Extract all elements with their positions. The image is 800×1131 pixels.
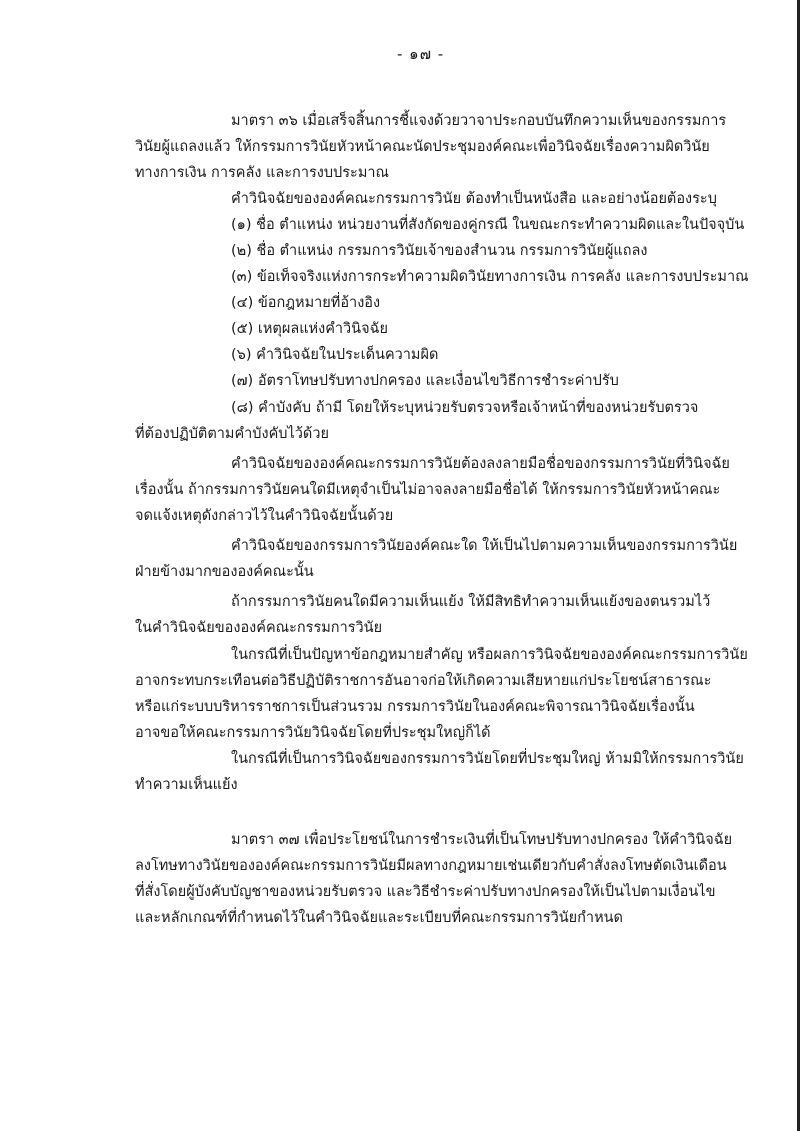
- text-line: (๒) ชื่อ ตำแหน่ง กรรมการวินัยเจ้าของสำนวน กรรมการวินัยผู้แถลง: [231, 243, 648, 259]
- text-line: คำวินิจฉัยขององค์คณะกรรมการวินัย ต้องทำเป็นหนังสือ และอย่างน้อยต้องระบุ: [231, 191, 717, 207]
- page-number: - ๑๗ -: [397, 45, 445, 63]
- text-line: (๕) เหตุผลแห่งคำวินิจฉัย: [231, 321, 388, 337]
- text-line: (๖) คำวินิจฉัยในประเด็นความผิด: [231, 347, 439, 363]
- text-line: คำวินิจฉัยของกรรมการวินัยองค์คณะใด ให้เป็นไปตามความเห็นของกรรมการวินัย: [231, 538, 738, 554]
- text-line: (๓) ข้อเท็จจริงแห่งการกระทำความผิดวินัยทางการเงิน การคลัง และการงบประมาณ: [231, 269, 749, 285]
- text-line: วินัยผู้แถลงแล้ว ให้กรรมการวินัยหัวหน้าคณะนัดประชุมองค์คณะเพื่อวินิจฉัยเรื่องความผิดวินัย: [135, 139, 710, 155]
- text-line: คำวินิจฉัยขององค์คณะกรรมการวินัยต้องลงลายมือชื่อของกรรมการวินัยที่วินิจฉัย: [231, 456, 730, 472]
- text-line: (๑) ชื่อ ตำแหน่ง หน่วยงานที่สังกัดของคู่กรณี ในขณะกระทำความผิดและในปัจจุบัน: [231, 217, 745, 233]
- text-line: ถ้ากรรมการวินัยคนใดมีความเห็นแย้ง ให้มีสิทธิทำความเห็นแย้งของตนรวมไว้: [231, 594, 711, 610]
- text-line: และหลักเกณฑ์ที่กำหนดไว้ในคำวินิจฉัยและระเบียบที่คณะกรรมการวินัยกำหนด: [135, 910, 623, 926]
- text-line: เรื่องนั้น ถ้ากรรมการวินัยคนใดมีเหตุจำเป็นไม่อาจลงลายมือชื่อได้ ให้กรรมการวินัยหัวหน้าคณะ: [135, 482, 721, 498]
- text-line: มาตรา ๓๖ เมื่อเสร็จสิ้นการชี้แจงด้วยวาจาประกอบบันทึกความเห็นของกรรมการ: [231, 113, 727, 129]
- text-line: จดแจ้งเหตุดังกล่าวไว้ในคำวินิจฉัยนั้นด้วย: [135, 508, 394, 524]
- text-line: ในคำวินิจฉัยขององค์คณะกรรมการวินัย: [135, 620, 383, 636]
- text-line: ที่ต้องปฏิบัติตามคำบังคับไว้ด้วย: [135, 426, 329, 442]
- text-line: ในกรณีที่เป็นปัญหาข้อกฎหมายสำคัญ หรือผลการวินิจฉัยขององค์คณะกรรมการวินัย: [231, 647, 748, 663]
- text-line: ในกรณีที่เป็นการวินิจฉัยของกรรมการวินัยโดยที่ประชุมใหญ่ ห้ามมิให้กรรมการวินัย: [231, 751, 744, 767]
- text-line: อาจขอให้คณะกรรมการวินัยวินิจฉัยโดยที่ประชุมใหญ่ก็ได้: [135, 725, 491, 741]
- text-line: (๔) ข้อกฎหมายที่อ้างอิง: [231, 295, 381, 311]
- text-line: ทำความเห็นแย้ง: [135, 777, 238, 793]
- text-line: อาจกระทบกระเทือนต่อวิธีปฏิบัติราชการอันอาจก่อให้เกิดความเสียหายแก่ประโยชน์สาธารณะ: [135, 673, 712, 689]
- text-line: หรือแก่ระบบบริหารราชการเป็นส่วนรวม กรรมการวินัยในองค์คณะพิจารณาวินิจฉัยเรื่องนั้น: [135, 699, 695, 715]
- text-line: (๗) อัตราโทษปรับทางปกครอง และเงื่อนไขวิธีการชำระค่าปรับ: [231, 373, 619, 389]
- text-line: ลงโทษทางวินัยขององค์คณะกรรมการวินัยมีผลทางกฎหมายเช่นเดียวกับคำสั่งลงโทษตัดเงินเดือน: [135, 858, 727, 874]
- text-line: ฝ่ายข้างมากขององค์คณะนั้น: [135, 564, 314, 580]
- text-line: ทางการเงิน การคลัง และการงบประมาณ: [135, 165, 389, 181]
- text-line: ที่สั่งโดยผู้บังคับบัญชาของหน่วยรับตรวจ และวิธีชำระค่าปรับทางปกครองให้เป็นไปตามเงื่อนไข: [135, 884, 716, 900]
- text-line: (๘) คำบังคับ ถ้ามี โดยให้ระบุหน่วยรับตรวจหรือเจ้าหน้าที่ของหน่วยรับตรวจ: [231, 400, 699, 416]
- text-line: มาตรา ๓๗ เพื่อประโยชน์ในการชำระเงินที่เป็นโทษปรับทางปกครอง ให้คำวินิจฉัย: [231, 832, 733, 848]
